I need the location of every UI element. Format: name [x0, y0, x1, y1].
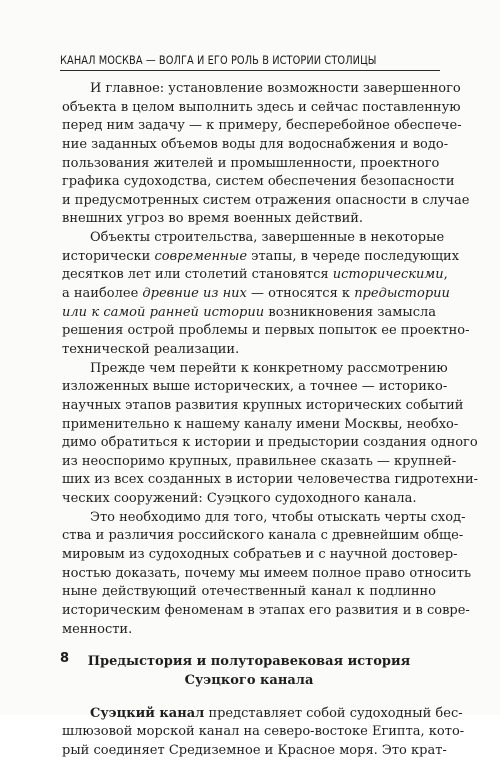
text-line: научных этапов развития крупных исторических событий	[62, 397, 436, 416]
section-heading	[62, 653, 436, 690]
text-line: ностью доказать, почему мы имеем полное право относить	[62, 565, 436, 584]
text-line: димо обратиться к истории и предыстории создания одного	[62, 434, 436, 453]
text-run: а наиболее	[62, 286, 142, 301]
section-spacer	[62, 639, 436, 653]
heading-line: Предыстория и полуторавековая история	[62, 653, 436, 672]
paragraph-3	[62, 360, 436, 509]
text-line: мировым из судоходных собратьев и с научной достовер-	[62, 546, 436, 565]
text-line: ныне действующий отечественный канал к подлинно	[62, 583, 436, 602]
text-line: объекта в целом выполнить здесь и сейчас поставленную	[62, 99, 436, 118]
text-line: ших из всех созданных в истории человечества гидротехни-	[62, 471, 436, 490]
text-run: ,	[444, 267, 448, 282]
text-line: Прежде чем перейти к конкретному рассмотрению	[62, 360, 436, 379]
section-spacer	[62, 691, 436, 705]
running-head: КАНАЛ МОСКВА — ВОЛГА И ЕГО РОЛЬ В ИСТОРИИ СТОЛИЦЫ	[60, 53, 387, 67]
text-run: исторически	[62, 249, 154, 264]
text-run: десятков лет или столетий становятся	[62, 267, 333, 282]
text-line: менности.	[62, 621, 436, 640]
page-number: 8	[60, 651, 69, 666]
text-line: внешних угроз во время военных действий.	[62, 210, 436, 229]
text-line	[62, 285, 436, 304]
text-run: представляет собой судоходный бес-	[204, 706, 462, 721]
text-line: решения острой проблемы и первых попыток ее проектно-	[62, 322, 436, 341]
italic-term: или к самой ранней истории	[62, 305, 264, 320]
text-line	[62, 248, 436, 267]
text-line: ства и различия российского канала с древнейшим обще-	[62, 527, 436, 546]
bold-term: Суэцкий канал	[90, 706, 204, 721]
header-rule	[60, 70, 440, 71]
heading-line: Суэцкого канала	[62, 672, 436, 691]
italic-term: историческими	[333, 267, 444, 282]
italic-term: древние из них	[142, 286, 246, 301]
text-line: Это необходимо для того, чтобы отыскать черты сход-	[62, 509, 436, 528]
text-line: пользования жителей и промышленности, проектного	[62, 155, 436, 174]
text-run: возникновения замысла	[264, 305, 436, 320]
text-line	[62, 304, 436, 323]
paragraph-5	[62, 705, 436, 760]
text-line: графика судоходства, систем обеспечения безопасности	[62, 173, 436, 192]
text-line: и предусмотренных систем отражения опасности в случае	[62, 192, 436, 211]
text-line: из неоспоримо крупных, правильнее сказать — крупней-	[62, 453, 436, 472]
italic-term: предыстории	[354, 286, 450, 301]
text-line: шлюзовой морской канал на северо-востоке Египта, кото-	[62, 723, 436, 742]
text-line: рый соединяет Средиземное и Красное моря. Это крат-	[62, 742, 436, 760]
text-run: — относятся к	[247, 286, 354, 301]
text-line: технической реализации.	[62, 341, 436, 360]
text-line	[62, 705, 436, 724]
text-line: ние заданных объемов воды для водоснабжения и водо-	[62, 136, 436, 155]
text-line: Объекты строительства, завершенные в некоторые	[62, 229, 436, 248]
text-line: И главное: установление возможности завершенного	[62, 80, 436, 99]
paragraph-1	[62, 80, 436, 229]
paragraph-4	[62, 509, 436, 639]
text-line: применительно к нашему каналу имени Москвы, необхо-	[62, 416, 436, 435]
text-line: перед ним задачу — к примеру, бесперебойное обеспече-	[62, 117, 436, 136]
text-line: историческим феноменам в этапах его развития и в совре-	[62, 602, 436, 621]
page-body	[62, 80, 436, 760]
text-line	[62, 266, 436, 285]
paragraph-2	[62, 229, 436, 359]
italic-term: современные	[154, 249, 247, 264]
text-run: этапы, в череде последующих	[247, 249, 459, 264]
text-line: изложенных выше исторических, а точнее — историко-	[62, 378, 436, 397]
text-line: ческих сооружений: Суэцкого судоходного канала.	[62, 490, 436, 509]
